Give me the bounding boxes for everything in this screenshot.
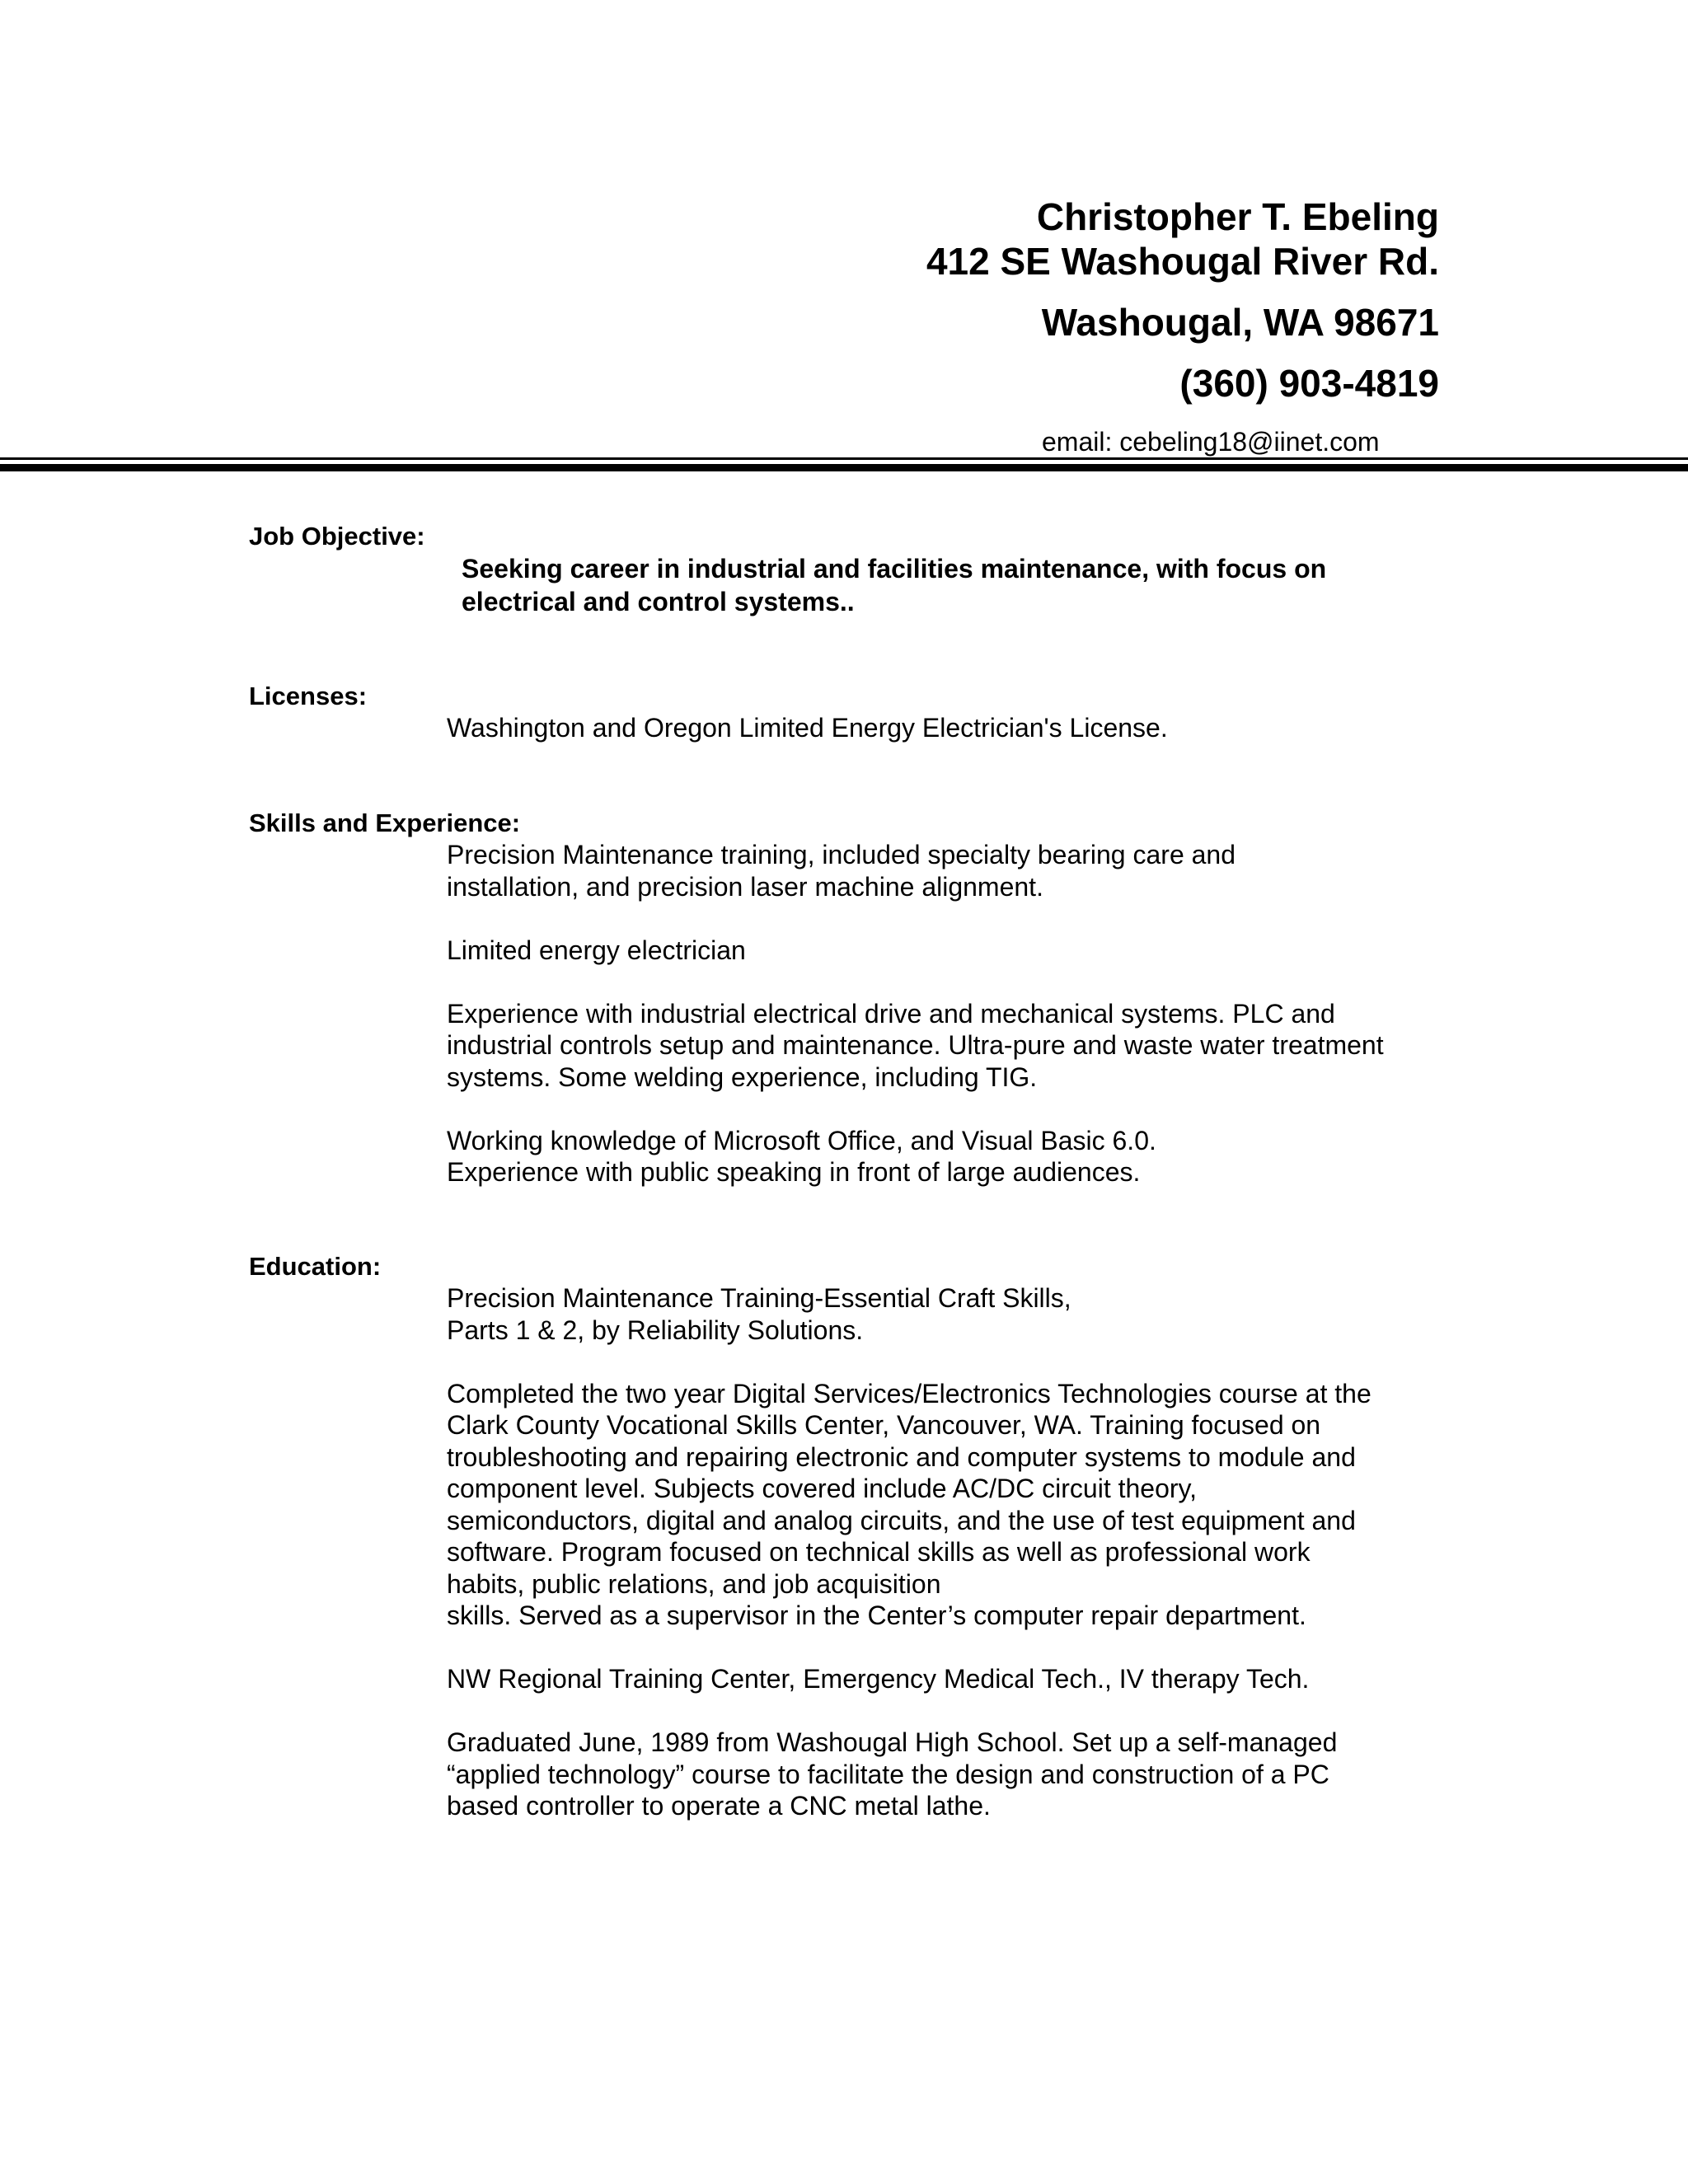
applicant-name: Christopher T. Ebeling <box>1036 195 1439 238</box>
phone-number: (360) 903-4819 <box>1179 362 1439 405</box>
education-line: NW Regional Training Center, Emergency Medical Tech., IV therapy Tech. <box>447 1664 1310 1694</box>
skills-line: Experience with public speaking in front of large audiences. <box>447 1157 1141 1187</box>
education-line: semiconductors, digital and analog circuits, and the use of test equipment and <box>447 1505 1356 1535</box>
education-line: component level. Subjects covered include AC/DC circuit theory, <box>447 1474 1198 1503</box>
skills-line: Precision Maintenance training, included specialty bearing care and <box>447 840 1236 869</box>
education-content <box>447 1282 1372 1822</box>
skills-paragraph <box>447 839 1384 902</box>
education-line: based controller to operate a CNC metal lathe. <box>447 1791 991 1821</box>
education-paragraph <box>447 1727 1372 1822</box>
objective-line: electrical and control systems.. <box>462 587 855 616</box>
education-paragraph <box>447 1663 1372 1695</box>
skills-content <box>447 839 1384 1188</box>
skills-paragraph <box>447 1125 1384 1188</box>
skills-line: systems. Some welding experience, including TIG. <box>447 1062 1038 1092</box>
license-line: Washington and Oregon Limited Energy Electrician's License. <box>447 713 1168 743</box>
header-divider-thick <box>0 464 1688 471</box>
city-state-zip: Washougal, WA 98671 <box>1041 301 1439 344</box>
job-objective-text <box>462 552 1326 618</box>
skills-paragraph <box>447 998 1384 1094</box>
licenses-text <box>447 712 1168 744</box>
job-objective-heading: Job Objective: <box>249 522 425 551</box>
education-heading: Education: <box>249 1252 382 1281</box>
education-paragraph <box>447 1378 1372 1632</box>
objective-line: Seeking career in industrial and facilities maintenance, with focus on <box>462 554 1327 583</box>
skills-line: industrial controls setup and maintenance. Ultra-pure and waste water treatment <box>447 1030 1384 1060</box>
skills-line: installation, and precision laser machine alignment. <box>447 871 1043 902</box>
education-paragraph <box>447 1282 1372 1346</box>
education-line: Precision Maintenance Training-Essential Craft Skills, <box>447 1283 1071 1313</box>
skills-heading: Skills and Experience: <box>249 808 521 837</box>
header-divider-thin <box>0 457 1688 460</box>
skills-line: Limited energy electrician <box>447 935 746 965</box>
skills-line: Experience with industrial electrical drive and mechanical systems. PLC and <box>447 998 1335 1029</box>
education-line: troubleshooting and repairing electronic and computer systems to module and <box>447 1441 1356 1472</box>
contact-header <box>926 194 1439 405</box>
education-line: skills. Served as a supervisor in the Center’s computer repair department. <box>447 1601 1306 1630</box>
education-line: Graduated June, 1989 from Washougal High School. Set up a self-managed <box>447 1727 1338 1757</box>
licenses-heading: Licenses: <box>249 682 368 710</box>
skills-line: Working knowledge of Microsoft Office, and Visual Basic 6.0. <box>447 1125 1156 1155</box>
email-address: email: cebeling18@iinet.com <box>1042 427 1380 457</box>
education-line: software. Program focused on technical skills as well as professional work <box>447 1537 1311 1567</box>
education-line: habits, public relations, and job acquisition <box>447 1568 941 1599</box>
skills-paragraph <box>447 935 1384 967</box>
education-line: Clark County Vocational Skills Center, Vancouver, WA. Training focused on <box>447 1410 1321 1440</box>
street-address: 412 SE Washougal River Rd. <box>926 240 1439 283</box>
education-line: Parts 1 & 2, by Reliability Solutions. <box>447 1315 864 1345</box>
education-line: “applied technology” course to facilitate the design and construction of a PC <box>447 1759 1329 1789</box>
education-line: Completed the two year Digital Services/Electronics Technologies course at the <box>447 1378 1372 1408</box>
